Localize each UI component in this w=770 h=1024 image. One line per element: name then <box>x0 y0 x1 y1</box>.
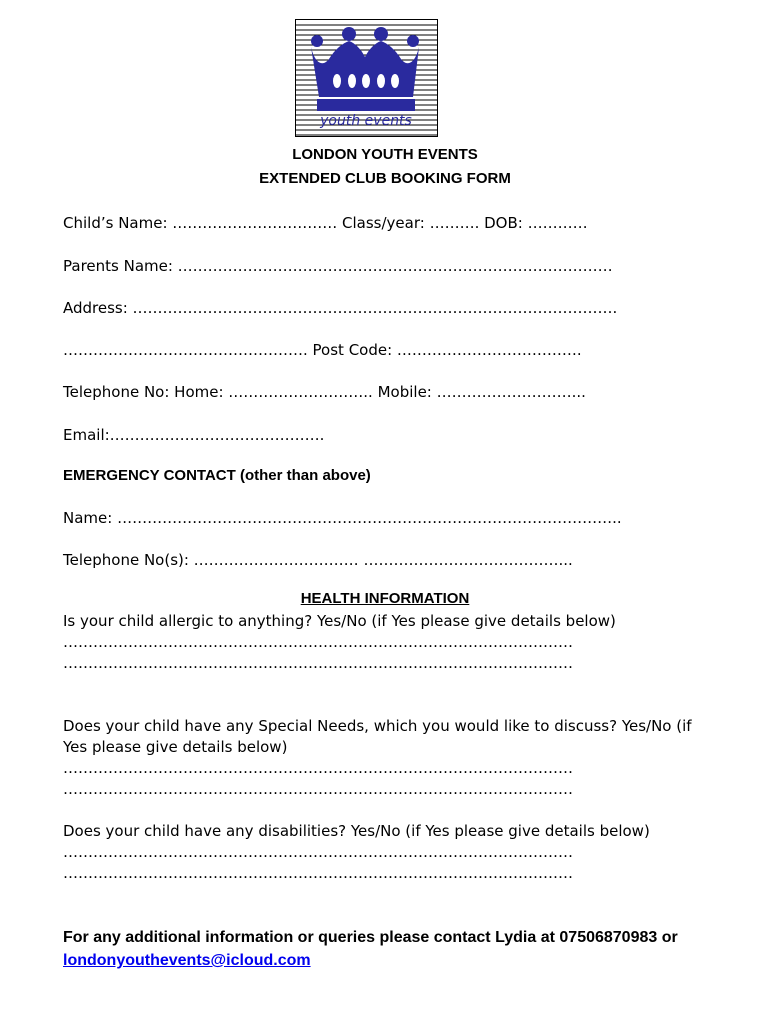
emergency-telephone-field[interactable]: Telephone No(s): …………………………… …………………………………... <box>63 551 573 569</box>
logo-text: youth events <box>320 113 412 129</box>
contact-text: For any additional information or queries please contact Lydia at 07506870983 or <box>63 929 678 946</box>
allergy-question-text: Is your child allergic to anything? Yes/No (if Yes please give details below) <box>63 612 616 630</box>
youth-events-logo <box>295 19 438 137</box>
health-heading: HEALTH INFORMATION <box>300 590 470 607</box>
contact-email-link[interactable]: londonyouthevents@icloud.com <box>63 952 311 969</box>
address-field[interactable]: Address: ……………………………………………………………………………………. <box>63 299 618 317</box>
disabilities-question-text: Does your child have any disabilities? Yes/No (if Yes please give details below) <box>63 822 650 840</box>
disabilities-details-line-2[interactable]: ………………………………………………………………………………………… <box>63 864 573 882</box>
org-title: LONDON YOUTH EVENTS <box>292 146 478 163</box>
allergy-question <box>63 611 708 674</box>
childs-name-field[interactable]: Child’s Name: …………………………… Class/year: ………. DOB: ………… <box>63 214 588 232</box>
telephone-field[interactable]: Telephone No: Home: ……………………….. Mobile: ………………………... <box>63 383 586 401</box>
email-field[interactable]: Email:……………………………………. <box>63 426 325 444</box>
allergy-details-line-1[interactable]: ………………………………………………………………………………………… <box>63 633 573 651</box>
disabilities-question <box>63 821 708 884</box>
allergy-details-line-2[interactable]: ………………………………………………………………………………………… <box>63 654 573 672</box>
form-title: EXTENDED CLUB BOOKING FORM <box>259 170 511 187</box>
special-needs-question <box>63 716 708 800</box>
emergency-name-field[interactable]: Name: ……………………………………………………………………………………….. <box>63 509 622 527</box>
parents-name-field[interactable]: Parents Name: …………………………………………………………………………… <box>63 257 613 275</box>
contact-footer <box>63 926 703 972</box>
disabilities-details-line-1[interactable]: ………………………………………………………………………………………… <box>63 843 573 861</box>
special-needs-details-line-1[interactable]: ………………………………………………………………………………………… <box>63 759 573 777</box>
postcode-field[interactable]: …………………………………………. Post Code: ………………………………. <box>63 341 582 359</box>
special-needs-details-line-2[interactable]: ………………………………………………………………………………………… <box>63 780 573 798</box>
special-needs-question-text: Does your child have any Special Needs, which you would like to discuss? Yes/No (if Yes please give details below) <box>63 717 692 756</box>
emergency-heading: EMERGENCY CONTACT (other than above) <box>63 467 371 484</box>
